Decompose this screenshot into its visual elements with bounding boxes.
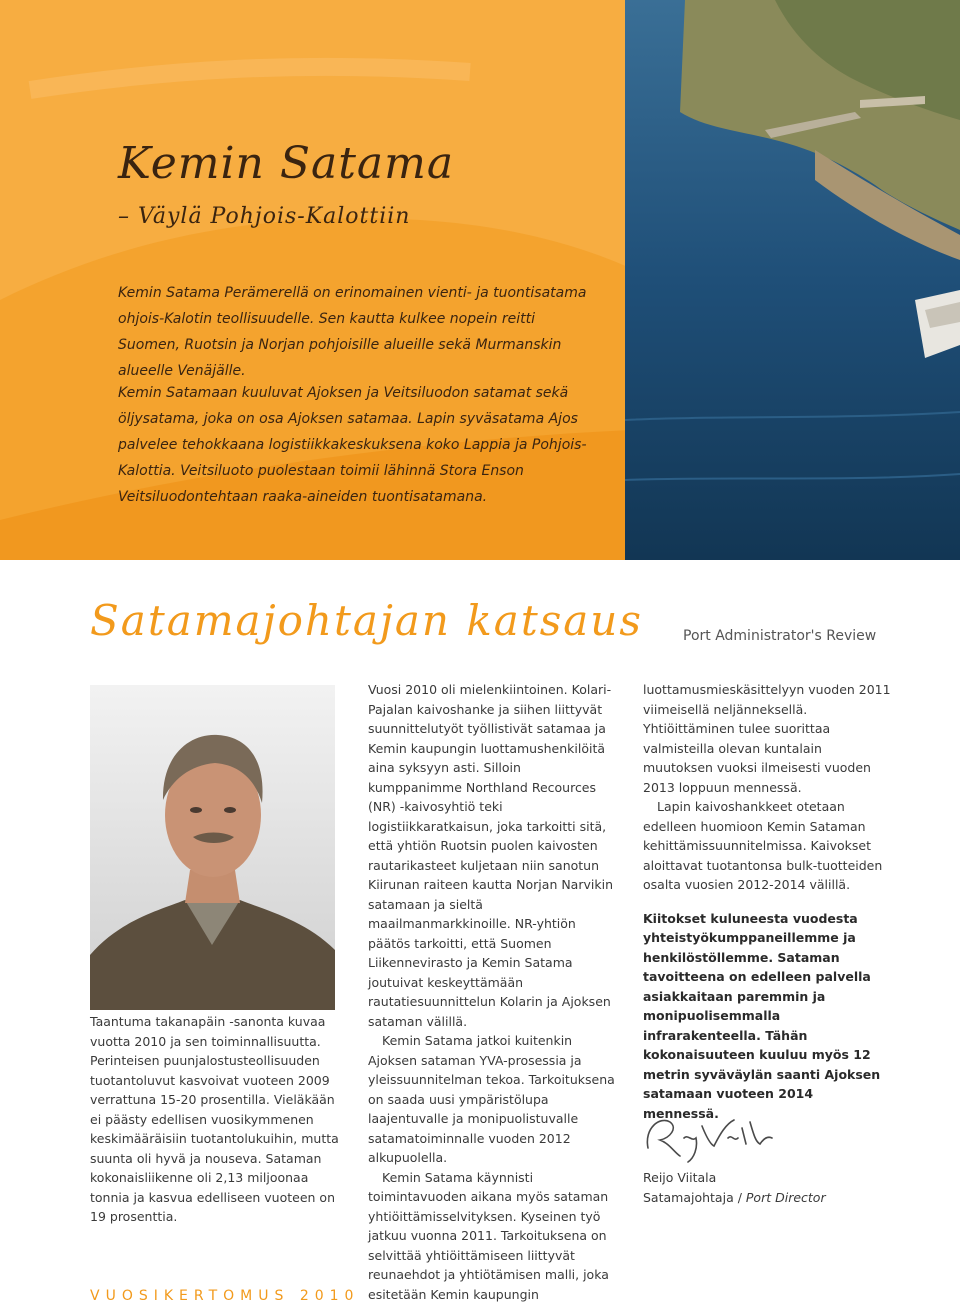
harbor-aerial-photo [625, 0, 960, 560]
body-paragraph: Taantuma takanapäin -sanonta kuvaa vuotta 2010 ja sen toiminnallisuutta. Perinteisen puunjalostusteollisuuden tuotantoluvut kasvoivat vuoteen 2009 verrattuna 15-20 prosentilla. Vieläkään ei päästy edellisen vuosikymmenen keskimääräisiin tuotantolukuihin, mutta suunta oli hyvä ja nouseva. Sataman kokonaisliikenne oli 2,13 miljoonaa tonnia ja kasvua edelliseen vuoteen on 19 prosenttia. [90, 1014, 339, 1224]
portrait-photo [90, 685, 335, 1010]
signer-name: Reijo Viitala [643, 1170, 717, 1185]
body-paragraph: Kemin Satama käynnisti toimintavuoden aikana myös sataman yhtiöittämisselvityksen. Kyseinen työ jatkuu vuonna 2011. Tarkoituksena on selvittää yhtiöittämiseen liittyvät reunaehdot ja yhtiötämisen malli, joka esitetään Kemin kaupungin [368, 1169, 609, 1302]
header-banner [0, 0, 960, 560]
thanks-paragraph: Kiitokset kuluneesta vuodesta yhteistyökumppaneillemme ja henkilöstöllemme. Sataman tavoitteena on edelleen palvella asiakkaitaan paremmin ja monipuolisemmalla infrarakenteella. Tähän kokonaisuuteen kuuluu myös 12 metrin syväväylän saanti Ajoksen satamaan vuoteen 2014 mennessä. [643, 910, 881, 1121]
body-paragraph: Vuosi 2010 oli mielenkiintoinen. Kolari-Pajalan kaivoshanke ja siihen liittyvät suunnittelutyöt työllistivät satamaa ja Kemin kaupungin luottamushenkilöitä aina syksyyn asti. Silloin kumppanimme Northland Recources (NR) -kaivosyhtiö teki logistiikkaratkaisun, joka tarkoitti sitä, että yhtiön Ruotsin puolen kaivosten rautarikasteet kuljetaan niin sanotun Kiirunan raiteen kautta Norjan Narvikin satamaan ja sieltä maailmanmarkkinoille. NR-yhtiön päätös tarkoitti, että Suomen Liikennevirasto ja Kemin Satama joutuivat keskeyttämään rautatiesuunnittelun Kolarin ja Ajoksen sataman välillä. [368, 682, 613, 1029]
body-paragraph: Lapin kaivoshankkeet otetaan edelleen huomioon Kemin Sataman kehittämissuunnitelmissa. Kaivokset aloittavat tuotantonsa bulk-tuotteiden osalta vuosien 2012-2014 välillä. [643, 799, 883, 892]
handwritten-signature [640, 1108, 780, 1164]
intro-paragraph: Kemin Satama Perämerellä on erinomainen vienti- ja tuontisatama ohjois-Kalotin teollisuudelle. Sen kautta kulkee nopein reitti Suomen, Ruotsin ja Norjan pohjoisille alueille sekä Murmanskin alueelle Venäjälle. [118, 285, 587, 379]
section-subtitle: Port Administrator's Review [683, 628, 877, 644]
text-column-2 [368, 680, 618, 1304]
footer-label: VUOSIKERTOMUS 2010 [90, 1288, 360, 1304]
orange-panel [0, 0, 630, 560]
text-column-3 [643, 680, 893, 1123]
page-title: Kemin Satama [118, 138, 455, 189]
page-subtitle: – Väylä Pohjois-Kalottiin [118, 204, 411, 229]
signer-title-en: Port Director [745, 1190, 826, 1205]
intro-paragraph: Kemin Satamaan kuuluvat Ajoksen ja Veitsiluodon satamat sekä öljysatama, joka on osa Ajoksen satamaa. Lapin syväsatama Ajos palvelee tehokkaana logistiikkakeskuksena koko Lappia ja Pohjois-Kalottia. Veitsiluoto puolestaan toimii lähinnä Stora Enson Veitsiluodontehtaan raaka-aineiden tuontisatamana. [118, 385, 587, 505]
body-paragraph: luottamusmieskäsittelyyn vuoden 2011 viimeisellä neljänneksellä. Yhtiöittäminen tulee suorittaa valmisteilla olevan kuntalain muutoksen vuoksi ilmeisesti vuoden 2013 loppuun mennessä. [643, 682, 891, 795]
body-paragraph: Kemin Satama jatkoi kuitenkin Ajoksen sataman YVA-prosessia ja yleissuunnitelman tekoa. Tarkoituksena on saada uusi ympäristölupa laajentuvalle ja monipuolistuvalle satamatoiminnalle vuoden 2012 alkupuolella. [368, 1033, 615, 1165]
signer-title: Satamajohtaja / Port Director [643, 1190, 826, 1205]
text-column-1 [90, 1012, 340, 1227]
section-title: Satamajohtajan katsaus [90, 596, 643, 645]
